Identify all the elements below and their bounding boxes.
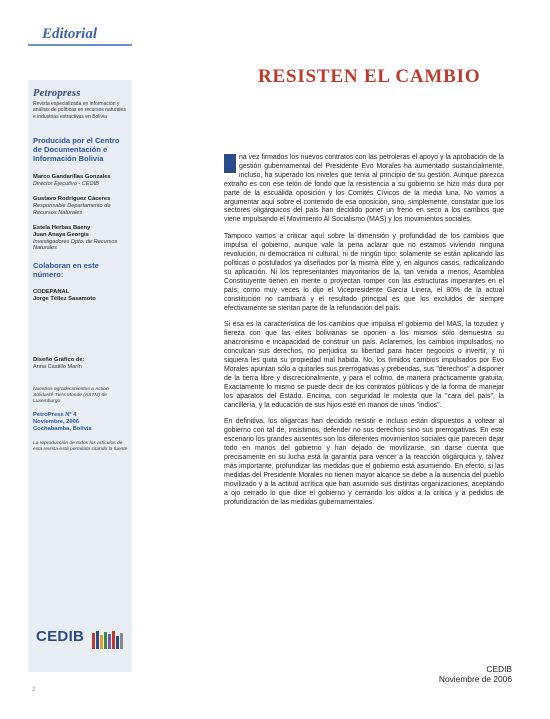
collaborator: Jorge Téllez Sasamoto [33, 296, 96, 303]
cedib-logo [36, 628, 126, 654]
collaborators-heading: Colaboran en este número: [33, 261, 99, 280]
acknowledgements: Nuestros agradecimientos a Action Solidarité Tiers Monde (ASTM) de Luxemburgo [33, 387, 109, 405]
signature [439, 664, 512, 684]
petropress-logo: Petropress [33, 88, 81, 99]
staff-role: Responsable Departamento de Recursos Naturales [33, 203, 111, 216]
issue-date: Noviembre, 2006 [33, 418, 80, 425]
collaborator: CODEPANAL [33, 289, 70, 296]
signature-date: Noviembre de 2006 [438, 674, 512, 684]
drop-cap-mark [224, 154, 236, 173]
issue-info [33, 412, 128, 433]
section-header [28, 20, 132, 46]
books-icon [92, 631, 123, 649]
design-credit [33, 357, 128, 371]
designer-name: Anna Castillo Marín [33, 364, 82, 371]
article-body [224, 154, 504, 516]
issue-place: Cochabamba, Bolivia [33, 425, 92, 432]
design-label: Diseño Gráfico de: [33, 357, 85, 364]
staff-name: Marco Gandarillas Gonzales [33, 174, 111, 181]
page-number: 2 [32, 686, 36, 693]
article-paragraph: na vez firmados los nuevos contratos con las petroleras el apoyo y la aprobación de la gestión gubernamental del Presidente Evo Morales ha aumentado sustancialmente, incluso, ha superado los niveles que tenía al principio de su gestión. Aunque parezca extraño es con ese telón de fondo que la resistencia a su gobierno se hizo más dura por parte de la escuálida oposición y los Comités Cívicos de la media luna. No vamos a argumentar aquí sobre el contenido de esa oposición, sino, simplemente, constatar que los sectores oligárquicos del país han decidido poner un freno en seco a los cambios que viene impulsando el Movimiento Al Socialismo (MAS) y los movimientos sociales. [224, 154, 504, 224]
masthead-sidebar [28, 80, 132, 672]
article-paragraph: En definitiva, los oligarcas han decidido resistir e incluso están dispuestos a voltear al gobierno con tal de, insistimos, defender no sus derechos sino sus prerrogativas. En este escenario los grandes ausentes son los diferentes movimientos sociales que parecen dejar todo en manos del gobierno y han dejado de movilizarse, sin darse cuenta que precisamente en su lucha está la garantía para vencer a la reacción oligárquica y, talvez más importante, profundizar las medidas que el gobierno está asumiendo. En efecto, si las medidas del Presidente Morales no tienen mayor alcance se debe a la ausencia del pueblo movilizado y a la actitud acrítica que han asumido sus distintas organizaciones, aceptando a ojo cerrado lo que dice el gobierno y cerrando los oídos a la crítica y a pedidos de profundización de las medidas gubernamentales. [224, 418, 504, 506]
reproduction-note: La reproducción de todos los artículos de esta revista está permitida citando la fuente [33, 440, 128, 452]
article-title: RESISTEN EL CAMBIO [258, 66, 481, 87]
staff-entry [33, 196, 128, 217]
magazine-description: Revista especializada en información y análisis de políticas en recursos naturales e industrias extractivas en Bolivia [33, 101, 126, 120]
cedib-logo-text: CEDIB [36, 628, 85, 645]
producer-heading: Producida por el Centro de Documentación e Información Bolivia [33, 136, 120, 164]
collaborators-list [33, 289, 128, 303]
staff-name: Juan Anaya Georgis [33, 231, 89, 238]
staff-role: Investigadores Dpto. de Recursos Naturales [33, 238, 118, 252]
staff-entry [33, 225, 128, 253]
section-label: Editorial [42, 26, 98, 42]
issue-number: PetroPress Nº 4 [33, 411, 77, 418]
section-underline [28, 44, 132, 46]
staff-name: Gustavo Rodríguez Cáceres [33, 196, 111, 203]
signature-org: CEDIB [486, 664, 512, 674]
staff-entry [33, 174, 128, 188]
staff-role: Director Ejecutivo - CEDIB [33, 181, 99, 188]
article-paragraph: Si esa es la característica de los cambios que impulsa el gobierno del MAS, la tozudez y fiereza con que las elites bolivianas se oponen a los mismos sólo demuestra su anacronismo e incapacidad de construir un país. Aclaremos, los cambios impulsados, no conculcan sus derechos, no perjudica su libertad para hacer negocios o invertir, y ni siquiera les quita su propiedad mal habida. No, los tímidos cambios impulsados por Evo Morales apuntan sólo a quitarles sus prerrogativas y prebendas, sus "derechos" a disponer de la tierra libre y discrecionalmente, y para el colmo, de manera prácticamente gratuita. Exactamente lo mismo se puede decir de los contratos públicos y de la forma de manejar los aparatos del Estado. Encima, con seguridad le molesta que la "cara del país", la cancillería, y la educación de sus hijos esté en manos de unos "indios". [224, 321, 504, 409]
article-paragraph: Tampoco vamos a criticar aquí sobre la dimensión y profundidad de los cambios que impulsa el gobierno, aunque vale la pena aclarar que no estamos viviendo ninguna revolución, ni democrática ni cultural, ni de ningún tipo; solamente se están aplicando las políticas o postulados ya diseñados por la misma élite y, en algunos casos, radicalizando su aplicación. Ni los representantes mayoritarios de la, tan venida a menos, Asamblea Constituyente tienen en mente o proyectan romper con las estructuras imperantes en el país; como muy veces lo dijo el Vicepresidente García Linera, el 80% de la actual constitución no cambiará y el resultado principal es que los excluidos de siempre efectivamente se sientan parte de la refundación del país. [224, 233, 504, 312]
staff-name: Estela Herbas Baeny [33, 224, 91, 231]
